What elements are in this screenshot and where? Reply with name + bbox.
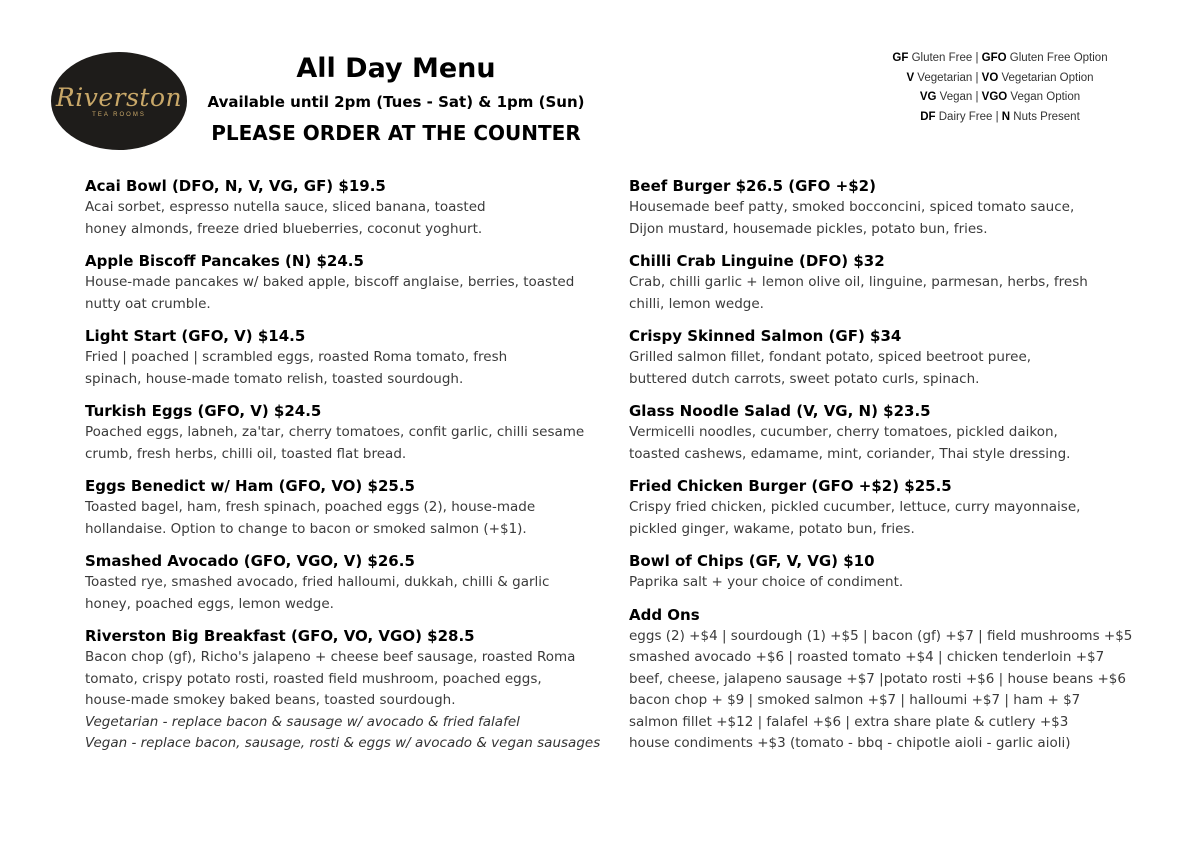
logo-name: Riverston (55, 82, 183, 112)
legend-code: GFO (981, 52, 1007, 64)
menu-item (629, 251, 1159, 315)
menu-item-description: Housemade beef patty, smoked bocconcini, spiced tomato sauce, (629, 199, 1075, 215)
menu-item-description: bacon chop + $9 | smoked salmon +$7 | halloumi +$7 | ham + $7 (629, 692, 1081, 708)
menu-item-description: honey, poached eggs, lemon wedge. (85, 595, 334, 612)
menu-item-description: Grilled salmon fillet, fondant potato, spiced beetroot puree, (629, 349, 1032, 365)
menu-item-description: Poached eggs, labneh, za'tar, cherry tomatoes, confit garlic, chilli sesame (85, 424, 585, 440)
order-note: PLEASE ORDER AT THE COUNTER (211, 121, 581, 145)
menu-item-name: Add Ons (629, 605, 700, 624)
menu-item-description: Toasted bagel, ham, fresh spinach, poached eggs (2), house-made (85, 499, 536, 515)
menu-item (85, 326, 615, 390)
menu-item-name: Beef Burger $26.5 (GFO +$2) (629, 177, 876, 195)
menu-item-description: pickled ginger, wakame, potato bun, fries. (629, 520, 915, 537)
menu-column-right (629, 176, 1159, 766)
legend-row (880, 108, 1120, 128)
menu-item-note: Vegan - replace bacon, sausage, rosti & eggs w/ avocado & vegan sausages (85, 735, 601, 751)
legend-text: Nuts Present (1010, 110, 1080, 123)
menu-item-name: Crispy Skinned Salmon (GF) $34 (629, 327, 902, 345)
menu-item-name: Smashed Avocado (GFO, VGO, V) $26.5 (85, 552, 415, 570)
menu-item-description: tomato, crispy potato rosti, roasted field mushroom, poached eggs, (85, 670, 542, 687)
menu-item-name: Apple Biscoff Pancakes (N) $24.5 (85, 252, 364, 270)
menu-item-description: Dijon mustard, housemade pickles, potato bun, fries. (629, 220, 988, 237)
legend-text: Vegan Option (1007, 91, 1081, 103)
page-title: All Day Menu (296, 53, 496, 84)
menu-item-name: Riverston Big Breakfast (GFO, VO, VGO) $28.5 (85, 627, 475, 645)
menu-header (196, 52, 596, 146)
menu-item-name: Bowl of Chips (GF, V, VG) $10 (629, 552, 875, 570)
legend-text: Gluten Free | (908, 52, 982, 64)
menu-item-name: Glass Noodle Salad (V, VG, N) $23.5 (629, 402, 931, 420)
dietary-legend (880, 49, 1120, 127)
menu-item-name: Eggs Benedict w/ Ham (GFO, VO) $25.5 (85, 477, 415, 495)
menu-item-description: Bacon chop (gf), Richo's jalapeno + cheese beef sausage, roasted Roma (85, 649, 576, 665)
legend-text: Dairy Free | (935, 110, 1002, 123)
legend-code: DF (920, 110, 936, 123)
menu-item-description: Fried | poached | scrambled eggs, roasted Roma tomato, fresh (85, 349, 508, 365)
legend-code: VO (981, 71, 999, 84)
menu-item-description: house condiments +$3 (tomato - bbq - chipotle aioli - garlic aioli) (629, 735, 1071, 751)
menu-item-description: Crab, chilli garlic + lemon olive oil, linguine, parmesan, herbs, fresh (629, 274, 1088, 290)
legend-row (880, 69, 1120, 89)
legend-code: VGO (981, 91, 1008, 103)
menu-item-description: house-made smokey baked beans, toasted sourdough. (85, 692, 456, 708)
menu-item-description: chilli, lemon wedge. (629, 295, 764, 312)
menu-item-description: buttered dutch carrots, sweet potato curls, spinach. (629, 370, 980, 387)
menu-item-name: Light Start (GFO, V) $14.5 (85, 327, 306, 345)
menu-item (629, 476, 1159, 540)
menu-item-description: salmon fillet +$12 | falafel +$6 | extra share plate & cutlery +$3 (629, 713, 1069, 730)
menu-item (85, 476, 615, 540)
riverston-logo (51, 52, 187, 150)
menu-item-description: nutty oat crumble. (85, 295, 211, 312)
menu-item (85, 401, 615, 465)
menu-item-description: honey almonds, freeze dried blueberries, coconut yoghurt. (85, 220, 483, 237)
legend-text: Vegetarian | (914, 71, 982, 84)
menu-item-name: Acai Bowl (DFO, N, V, VG, GF) $19.5 (85, 177, 386, 195)
menu-item-description: Vermicelli noodles, cucumber, cherry tomatoes, pickled daikon, (629, 424, 1058, 440)
menu-item-description: smashed avocado +$6 | roasted tomato +$4 | chicken tenderloin +$7 (629, 649, 1105, 665)
menu-item-description: toasted cashews, edamame, mint, coriander, Thai style dressing. (629, 445, 1071, 462)
legend-text: Gluten Free Option (1006, 52, 1108, 64)
menu-item (85, 626, 615, 755)
menu-item-description: eggs (2) +$4 | sourdough (1) +$5 | bacon (gf) +$7 | field mushrooms +$5 (629, 627, 1133, 644)
legend-row (880, 49, 1120, 69)
menu-item (629, 401, 1159, 465)
legend-code: GF (892, 52, 909, 64)
legend-code: VG (919, 91, 937, 103)
menu-item-note: Vegetarian - replace bacon & sausage w/ avocado & fried falafel (85, 713, 520, 730)
legend-row (880, 88, 1120, 108)
menu-item-description: Acai sorbet, espresso nutella sauce, sliced banana, toasted (85, 199, 486, 215)
legend-code: N (1001, 110, 1011, 123)
menu-item-description: Crispy fried chicken, pickled cucumber, lettuce, curry mayonnaise, (629, 499, 1081, 515)
menu-item (629, 176, 1159, 240)
menu-item (629, 326, 1159, 390)
menu-item-description: House-made pancakes w/ baked apple, biscoff anglaise, berries, toasted (85, 274, 575, 290)
menu-item-description: beef, cheese, jalapeno sausage +$7 |potato rosti +$6 | house beans +$6 (629, 670, 1126, 687)
menu-item-name: Turkish Eggs (GFO, V) $24.5 (85, 402, 322, 420)
menu-item (629, 551, 1159, 594)
legend-text: Vegan | (936, 91, 982, 103)
menu-item-name: Fried Chicken Burger (GFO +$2) $25.5 (629, 477, 952, 495)
menu-column-left (85, 176, 615, 766)
logo-subtitle: TEA ROOMS (92, 111, 146, 118)
menu-item-description: Paprika salt + your choice of condiment. (629, 574, 904, 590)
menu-item (85, 251, 615, 315)
menu-item-description: spinach, house-made tomato relish, toasted sourdough. (85, 370, 464, 387)
menu-item-description: crumb, fresh herbs, chilli oil, toasted flat bread. (85, 445, 407, 462)
menu-item (85, 551, 615, 615)
menu-item-name: Chilli Crab Linguine (DFO) $32 (629, 252, 885, 270)
menu-item (629, 605, 1159, 755)
menu-item-description: Toasted rye, smashed avocado, fried halloumi, dukkah, chilli & garlic (85, 574, 550, 590)
menu-item (85, 176, 615, 240)
legend-text: Vegetarian Option (998, 71, 1094, 84)
availability-note: Available until 2pm (Tues - Sat) & 1pm (Sun) (207, 93, 585, 111)
menu-item-description: hollandaise. Option to change to bacon or smoked salmon (+$1). (85, 520, 527, 537)
legend-code: V (906, 71, 915, 84)
